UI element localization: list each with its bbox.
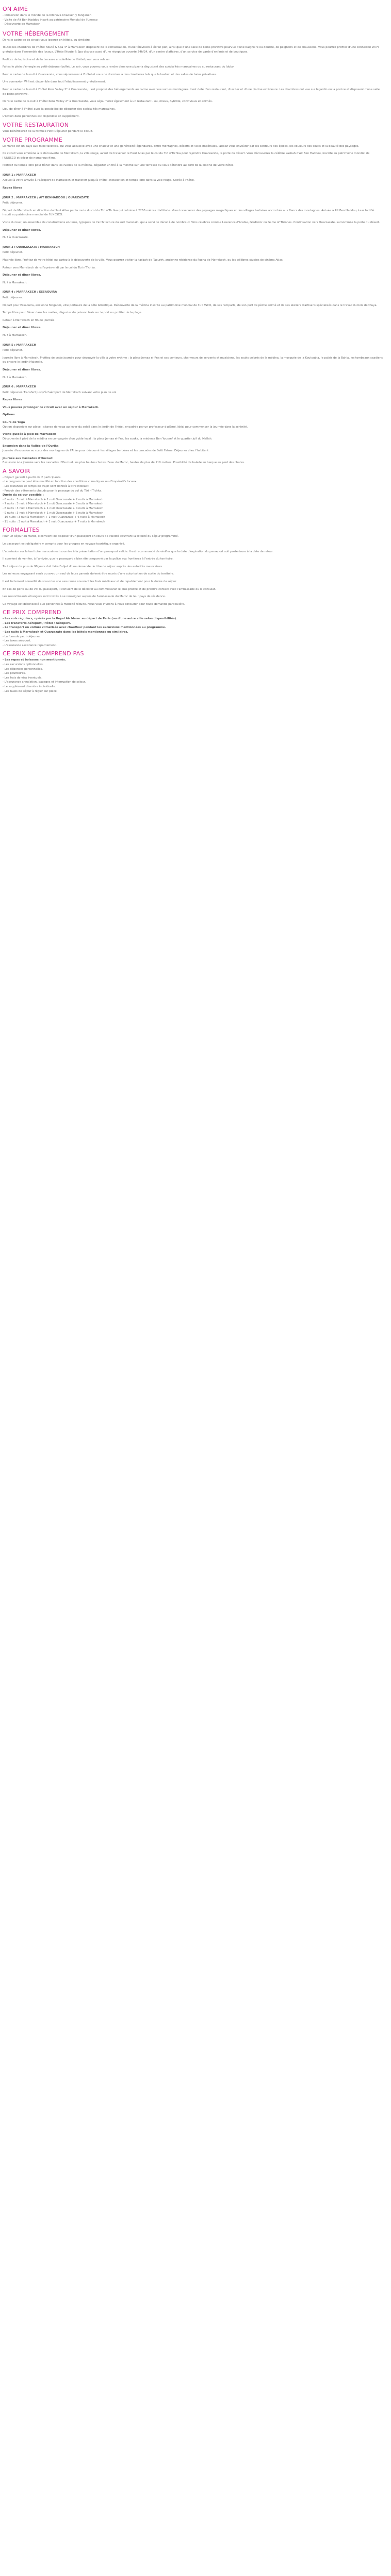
list-item: - Les repas et boissons non mentionnés.	[3, 658, 66, 662]
day-block	[3, 290, 383, 337]
comprend-list	[3, 617, 383, 648]
paragraph: Toutes les chambres de l'hôtel Nouté & Spa 4* à Marrakech disposent de la climatisation, d'une télévision à écran plat, ainsi que d'une salle de bains privative pourvue d'une baignoire ou douche, de peignoirs et de chaussons. Vous pourrez profiter d'une connexion Wi-Fi gratuite dans l'ensemble des locaux. L'Hôtel Nouté & Spa dispose aussi d'une réception ouverte 24h/24, d'un centre d'affaires, d'un service de garde d'enfants et de boutiques.	[3, 46, 379, 54]
section-hebergement	[3, 31, 383, 119]
paragraph: Les ressortissants étrangers sont invités à se renseigner auprès de l'ambassade du Maroc de leur pays de résidence.	[3, 595, 166, 599]
list-item: - 8 nuits : 3 nuit à Marrakech + 1 nuit Ouarzazate + 4 nuits à Marrakech	[3, 506, 104, 510]
list-item: - Prévoir des vêtements chauds pour le passage du col du Tizi n'Tichka.	[3, 489, 102, 493]
paragraph: Retour à Marrakech en fin de journée.	[3, 318, 56, 322]
paragraph: Il est fortement conseillé de souscrire une assurance couvrant les frais médicaux et de rapatriement pour la durée du séjour.	[3, 580, 177, 583]
paragraph: Le Maroc est un pays aux mille facettes, qui vous accueille avec une chaleur et une générosité légendaires. Entre montagnes, déserts et villes impériales, laissez-vous envoûter par les senteurs des épices, les couleurs des souks et la beauté des paysages.	[3, 144, 360, 148]
paragraph: Journée d'excursion au cœur des montagnes de l'Atlas pour découvrir les villages berbères et les cascades de Setti Fatma. Déjeuner chez l'habitant.	[3, 449, 209, 453]
section-title: CE PRIX COMPREND	[3, 609, 61, 616]
onaime-list	[3, 13, 383, 27]
list-item: - Les nuits à Marrakech et Ouarzazate dans les hôtels mentionnés ou similaires.	[3, 631, 128, 634]
list-item: - Découverte de Marrakech	[3, 23, 41, 26]
list-item: - 6 nuits : 3 nuit à Marrakech + 1 nuit Ouarzazate + 2 nuits à Marrakech	[3, 498, 104, 501]
paragraph: Petit déjeuner. Transfert jusqu'à l'aéroport de Marrakech suivant votre plan de vol.	[3, 391, 118, 394]
paragraph: Nuit à Marrakech.	[3, 281, 27, 284]
paragraph: Déjeuner et dîner libres.	[3, 274, 41, 277]
list-item: - Les vols réguliers, opérés par la Royal Air Maroc au départ de Paris (ou d'une autre ville selon disponibilités).	[3, 617, 177, 621]
paragraph: Visite du ksar, un ensemble de constructions en terre, typiques de l'architecture du sud marocain, qui a servi de décor à de nombreux films célèbres comme Lawrence d'Arabie, Gladiator ou Game of Thrones. Continuation vers Ouarzazate, surnommée la porte du désert.	[3, 221, 380, 225]
paragraph: Profitez du temps libre pour flâner dans les ruelles de la médina, déguster un thé à la menthe sur une terrasse ou vous détendre au bord de la piscine de votre hôtel.	[3, 164, 234, 167]
paragraph: Retour vers Marrakech dans l'après-midi par le col du Tizi n'Tichka.	[3, 266, 96, 269]
paragraph: Nuit à Marrakech.	[3, 376, 27, 379]
paragraph: Petit déjeuner.	[3, 296, 23, 299]
day-title: JOUR 6 : MARRAKECH	[3, 385, 36, 389]
section-formalites	[3, 527, 383, 606]
list-item: - Les transferts Aéroport / Hôtel / Aéroport.	[3, 621, 71, 625]
list-item: - Le supplément chambre individuelle.	[3, 685, 56, 688]
paragraph: Départ pour Essaouira, ancienne Mogador, ville portuaire de la côte Atlantique. Découverte de la médina inscrite au patrimoine mondial de l'UNESCO, de ses remparts, de son port de pêche animé et de ses ateliers d'artisans spécialisés dans le travail du bois de thuya.	[3, 303, 378, 307]
paragraph: Le passeport est obligatoire y compris pour les groupes en voyage touristique organisé.	[3, 542, 125, 546]
paragraph: Pour le cadre de la nuit à l'hôtel Kenz Valley 2* à Ouarzazate, il est proposé des hébergements au calme avec vue sur les montagnes. Il est doté d'un restaurant, d'un bar et d'une piscine extérieure. Les chambres ont vue sur le jardin ou la piscine et disposent d'une salle de bains privative.	[3, 88, 380, 96]
paragraph: L'admission sur le territoire marocain est soumise à la présentation d'un passeport valide. Il est recommandé de vérifier que la date d'expiration du passeport soit postérieure à la date de retour.	[3, 550, 274, 553]
paragraph: Ce circuit vous emmène à la découverte de Marrakech, la ville rouge, avant de traverser le Haut Atlas par le col du Tizi n'Tichka pour rejoindre Ouarzazate, la porte du désert. Vous découvrirez la célèbre kasbah d'Aït Ben Haddou, inscrite au patrimoine mondial de l'UNESCO et décor de nombreux films.	[3, 152, 370, 160]
paragraph: Nuit à Marrakech.	[3, 333, 27, 337]
paragraph: Une connexion Wifi est disponible dans tout l'établissement gratuitement.	[3, 80, 106, 84]
paragraph: Repas libres	[3, 187, 22, 190]
option-block	[3, 420, 383, 429]
paragraph: Option disponible sur place : séance de yoga au lever du soleil dans le jardin de l'hôtel, encadrée par un professeur diplômé. Idéal pour commencer la journée dans la sérénité.	[3, 425, 248, 429]
paragraph: Vous bénéficierez de la formule Petit Déjeuner pendant le circuit.	[3, 129, 93, 133]
day-title: JOUR 1 : MARRAKECH	[3, 173, 36, 177]
list-item: - La formule petit-déjeuner.	[3, 635, 41, 638]
paragraph: Excursion à la journée vers les cascades d'Ouzoud, les plus hautes chutes d'eau du Maroc, hautes de plus de 110 mètres. Possibilité de balade en barque au pied des chutes.	[3, 461, 245, 465]
section-title: VOTRE RESTAURATION	[3, 121, 69, 128]
list-item: - Les taxes aéroport.	[3, 639, 31, 643]
section-options	[3, 413, 383, 465]
paragraph: Découverte à pied de la médina en compagnie d'un guide local : la place Jemaa el-Fna, les souks, la médersa Ben Youssef et le quartier juif du Mellah.	[3, 437, 213, 440]
day-block	[3, 245, 383, 285]
section-title: CE PRIX NE COMPREND PAS	[3, 650, 84, 657]
option-block	[3, 444, 383, 453]
necomprend-list	[3, 658, 383, 693]
section-title: A SAVOIR	[3, 467, 30, 474]
paragraph: Tout séjour de plus de 90 jours doit faire l'objet d'une demande de titre de séjour auprès des autorités marocaines.	[3, 565, 163, 568]
option-head: Journée aux Cascades d'Ouzoud	[3, 456, 53, 460]
paragraph: Les mineurs voyageant seuls ou avec un seul de leurs parents doivent être munis d'une autorisation de sortie du territoire.	[3, 572, 174, 576]
list-item: - Les distances et temps de trajet sont donnés à titre indicatif.	[3, 485, 89, 488]
list-item: - Les pourboires.	[3, 672, 26, 675]
list-item: - Départ garanti à partir de 2 participants.	[3, 476, 61, 479]
day-block	[3, 196, 383, 240]
option-block	[3, 456, 383, 465]
section-onaime	[3, 6, 383, 27]
paragraph: Déjeuner et dîner libres.	[3, 368, 41, 371]
paragraph: Dans le cadre de ce circuit vous logerez en hôtels, ou similaire.	[3, 38, 91, 42]
section-title: VOTRE PROGRAMME	[3, 136, 62, 143]
list-item: - Les dépenses personnelles.	[3, 667, 43, 671]
paragraph: Petit déjeuner.	[3, 251, 23, 255]
options-title: Options	[3, 413, 15, 417]
list-item: - Les frais de visa éventuels.	[3, 676, 42, 680]
list-item: - Les excursions optionnelles.	[3, 663, 44, 667]
paragraph: En cas de perte ou de vol du passeport, il convient de le déclarer au commissariat le plus proche et de prendre contact avec l'ambassade ou le consulat.	[3, 587, 216, 591]
day-block	[3, 343, 383, 380]
paragraph: Accueil à votre arrivée à l'aéroport de Marrakech et transfert jusqu'à l'hôtel, installation et temps libre dans la ville rouge. Soirée à l'hôtel.	[3, 179, 195, 182]
day-title: JOUR 2 : MARRAKECH / AIT BENHADDOU / OUARZAZATE	[3, 196, 89, 199]
paragraph: Vous pouvez prolonger ce circuit avec un séjour à Marrakech.	[3, 405, 100, 409]
option-head: Cours de Yoga	[3, 421, 25, 425]
section-asavoir	[3, 468, 383, 524]
paragraph: Journée libre à Marrakech. Profitez de cette journée pour découvrir la ville à votre rythme : la place Jemaa el-Fna et ses conteurs, charmeurs de serpents et musiciens, les souks colorés de la médina, la mosquée de la Koutoubia, le palais de la Bahia, les tombeaux saadiens ou encore le jardin Majorelle.	[3, 356, 383, 364]
paragraph: Matinée libre. Profitez de votre hôtel ou partez à la découverte de la ville. Vous pourrez visiter la kasbah de Taourirt, ancienne résidence du Pacha de Marrakech, ou les célèbres studios de cinéma Atlas.	[3, 259, 284, 262]
day-title: JOUR 5 : MARRAKECH	[3, 343, 36, 347]
day-block	[3, 173, 383, 191]
list-item: - L'assurance annulation, bagages et interruption de séjour.	[3, 681, 86, 684]
list-item: - 10 nuits : 3 nuit à Marrakech + 1 nuit Ouarzazate + 6 nuits à Marrakech	[3, 516, 105, 519]
paragraph: Pour un séjour au Maroc, il convient de disposer d'un passeport en cours de validité couvrant la totalité du séjour programmé.	[3, 535, 179, 538]
paragraph: Faites le plein d'énergie au petit-déjeuner buffet. Le soir, vous pourrez vous rendre dans une pizzeria dégustant des spécialités marocaines ou au restaurant du lobby.	[3, 65, 234, 69]
section-comprend	[3, 609, 383, 648]
list-item: - Le transport en voiture climatisée avec chauffeur pendant les excursions mentionnées au programme.	[3, 626, 166, 630]
asavoir-list	[3, 476, 383, 524]
paragraph: Lieu de dîner à l'hôtel avec la possibilité de déguster des spécialités marocaines.	[3, 107, 116, 111]
list-item: - Le programme peut être modifié en fonction des conditions climatiques ou d'impératifs locaux.	[3, 480, 137, 484]
page	[0, 0, 386, 693]
paragraph: Dans le cadre de la nuit à l'hôtel Kenz Valley 2* à Ouarzazate, vous séjournerez également à un restaurant - ou, mieux, hybride, conviviaux et animés.	[3, 100, 213, 104]
option-head: Excursion dans la Vallée de l'Ourika	[3, 445, 59, 448]
section-title: FORMALITES	[3, 527, 40, 534]
paragraph: Repas libres	[3, 398, 22, 402]
paragraph: Nuit à Ouarzazate.	[3, 236, 29, 240]
paragraph: Pour le cadre de la nuit à Ouarzazate, vous séjournerez à l'hôtel et vous ne dormirez à des cimetières tels que la kasbah et des salles de bains privatives.	[3, 73, 217, 76]
day-block	[3, 385, 383, 410]
paragraph: Temps libre pour flâner dans les ruelles, déguster du poisson frais sur le port ou profiter de la plage.	[3, 311, 142, 315]
list-item: - 11 nuits : 3 nuit à Marrakech + 1 nuit Ouarzazate + 7 nuits à Marrakech	[3, 520, 105, 523]
paragraph: Départ de Marrakech en direction du Haut Atlas par la route du col du Tizi n'Tichka qui culmine à 2260 mètres d'altitude. Vous traverserez des paysages magnifiques et des villages berbères accrochés aux flancs des montagnes. Arrivée à Aït Ben Haddou, ksar fortifié inscrit au patrimoine mondial de l'UNESCO.	[3, 209, 374, 217]
list-item: - Visite de Ait Ben Haddou inscrit au patrimoine Mondial de l'Unesco	[3, 18, 98, 22]
paragraph: Profitez de la piscine et de la terrasse ensoleillée de l'hôtel pour vous relaxer.	[3, 58, 111, 61]
option-head: Visite guidée à pied de Marrakech	[3, 433, 56, 436]
paragraph: L'option dans personnes est disponible en supplément.	[3, 115, 80, 118]
paragraph: Déjeuner et dîner libres.	[3, 326, 41, 330]
section-title: VOTRE HÉBERGEMENT	[3, 30, 69, 37]
paragraph: Il convient de vérifier, à l'arrivée, que le passeport a bien été tamponné par la police aux frontières à l'entrée du territoire.	[3, 557, 174, 561]
paragraph: Petit déjeuner.	[3, 349, 23, 352]
day-title: JOUR 3 : OUARZAZATE / MARRAKECH	[3, 245, 60, 249]
list-item: - Les taxes de séjour à régler sur place.	[3, 689, 58, 693]
list-item: - 7 nuits : 3 nuit à Marrakech + 1 nuit Ouarzazate + 3 nuits à Marrakech	[3, 502, 104, 506]
paragraph: Petit déjeuner.	[3, 201, 23, 205]
option-block	[3, 432, 383, 441]
section-title: ON AIME	[3, 6, 28, 12]
section-necomprend	[3, 651, 383, 693]
day-title: JOUR 4 : MARRAKECH / ESSAOUIRA	[3, 291, 57, 294]
section-restauration	[3, 122, 383, 134]
list-item: Durée du séjour possible :	[3, 494, 44, 497]
list-item: - Immersion dans le monde de la Kitsheva Chaouen y Tanganen	[3, 14, 92, 17]
paragraph: Déjeuner et dîner libres.	[3, 228, 41, 232]
section-programme	[3, 137, 383, 410]
list-item: - 9 nuits : 3 nuit à Marrakech + 1 nuit Ouarzazate + 5 nuits à Marrakech	[3, 511, 104, 515]
paragraph: Ce voyage est déconseillé aux personnes à mobilité réduite. Nous vous invitons à nous consulter pour toute demande particulière.	[3, 602, 185, 606]
list-item: - L'assurance assistance rapatriement.	[3, 643, 57, 647]
